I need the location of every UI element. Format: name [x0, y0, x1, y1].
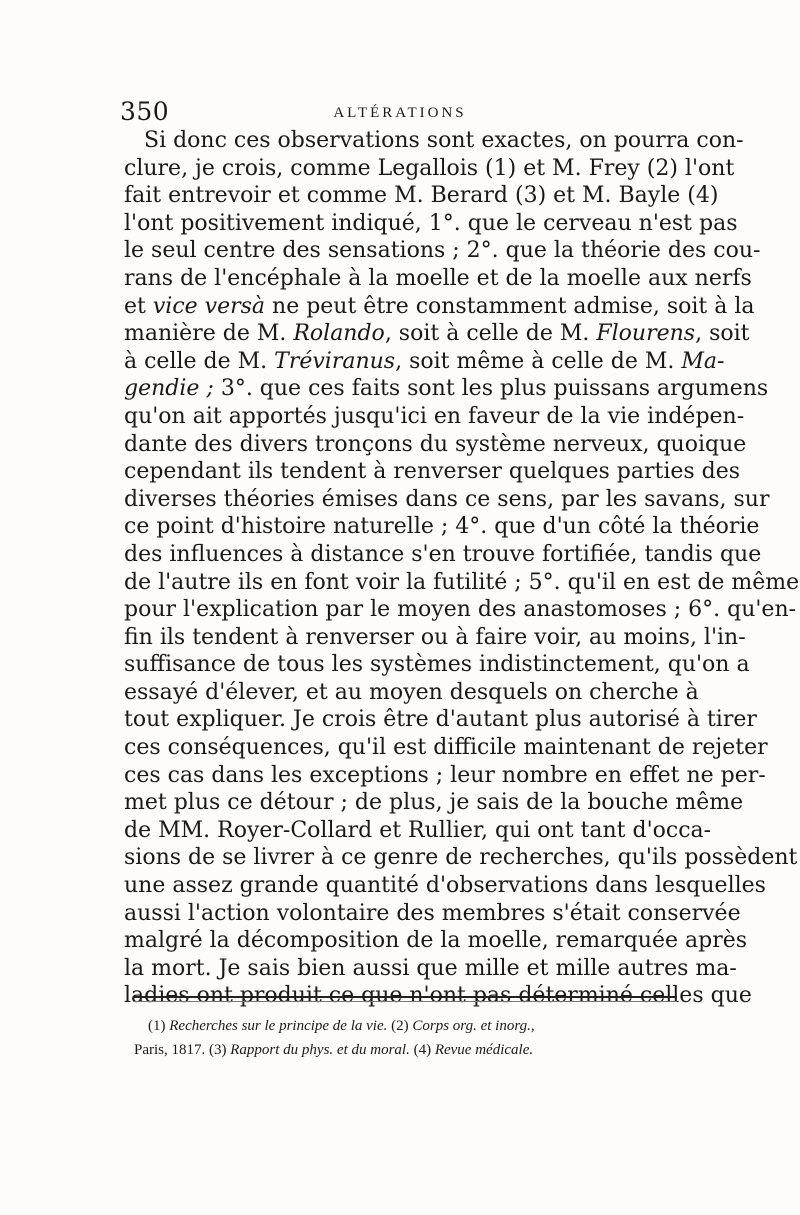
text-line: ces conséquences, qu'il est difficile maintenant de rejeter	[124, 735, 768, 761]
text-line: tout expliquer. Je crois être d'autant plus autorisé à tirer	[124, 707, 757, 733]
page-number: 350	[120, 97, 170, 126]
text-line: manière de M. Rolando, soit à celle de M. Flourens, soit	[124, 321, 750, 347]
text-line: aussi l'action volontaire des membres s'était conservée	[124, 900, 741, 926]
text-line: rans de l'encéphale à la moelle et de la moelle aux nerfs	[124, 265, 752, 291]
text-line: qu'on ait apportés jusqu'ici en faveur de la vie indépen-	[124, 403, 745, 429]
text-line: de MM. Royer-Collard et Rullier, qui ont tant d'occa-	[124, 817, 712, 843]
text-line: de l'autre ils en font voir la futilité ; 5°. qu'il en est de même	[124, 569, 800, 595]
text-line: une assez grande quantité d'observations dans lesquelles	[124, 873, 766, 899]
text-line: fin ils tendent à renverser ou à faire voir, au moins, l'in-	[124, 624, 746, 650]
text-line: essayé d'élever, et au moyen desquels on cherche à	[124, 679, 699, 705]
text-line: pour l'explication par le moyen des anastomoses ; 6°. qu'en-	[124, 597, 797, 623]
text-line: des influences à distance s'en trouve fortifiée, tandis que	[124, 541, 762, 567]
text-line: clure, je crois, comme Legallois (1) et M. Frey (2) l'ont	[124, 155, 735, 181]
page-header	[120, 95, 680, 129]
text-line: dante des divers tronçons du système nerveux, quoique	[124, 431, 747, 457]
footnote-line: Paris, 1817. (3) Rapport du phys. et du moral. (4) Revue médicale.	[134, 1042, 534, 1058]
text-line: Si donc ces observations sont exactes, on pourra con-	[144, 128, 744, 153]
footnotes	[134, 1014, 680, 1062]
text-line: ce point d'histoire naturelle ; 4°. que d'un côté la théorie	[124, 514, 760, 540]
text-line: le seul centre des sensations ; 2°. que la théorie des cou-	[124, 238, 761, 264]
running-head: ALTÉRATIONS	[333, 105, 467, 121]
text-line: suffisance de tous les systèmes indistinctement, qu'on a	[124, 652, 750, 678]
text-line: met plus ce détour ; de plus, je sais de la bouche même	[124, 790, 744, 816]
footnote-line: (1) Recherches sur le principe de la vie. (2) Corps org. et inorg.,	[148, 1018, 535, 1034]
text-line: fait entrevoir et comme M. Berard (3) et M. Bayle (4)	[124, 183, 719, 209]
text-line: ladies ont produit ce que n'ont pas déterminé celles que	[124, 983, 752, 1009]
text-line: sions de se livrer à ce genre de recherches, qu'ils possèdent	[124, 845, 798, 871]
text-line: diverses théories émises dans ce sens, par les savans, sur	[124, 486, 770, 512]
text-line: la mort. Je sais bien aussi que mille et mille autres ma-	[124, 955, 737, 981]
text-line: malgré la décomposition de la moelle, remarquée après	[124, 928, 748, 954]
body-text	[124, 127, 800, 1010]
text-line: ces cas dans les exceptions ; leur nombre en effet ne per-	[124, 762, 766, 788]
footnote-divider-thin	[133, 1001, 677, 1002]
text-line: à celle de M. Tréviranus, soit même à celle de M. Ma-	[124, 348, 725, 374]
footnote-divider	[133, 996, 677, 998]
text-line: l'ont positivement indiqué, 1°. que le cerveau n'est pas	[124, 210, 738, 236]
text-line: cependant ils tendent à renverser quelques parties des	[124, 459, 741, 485]
text-line: gendie ; 3°. que ces faits sont les plus puissans argumens	[124, 376, 769, 402]
text-line: et vice versà ne peut être constamment admise, soit à la	[124, 293, 755, 319]
